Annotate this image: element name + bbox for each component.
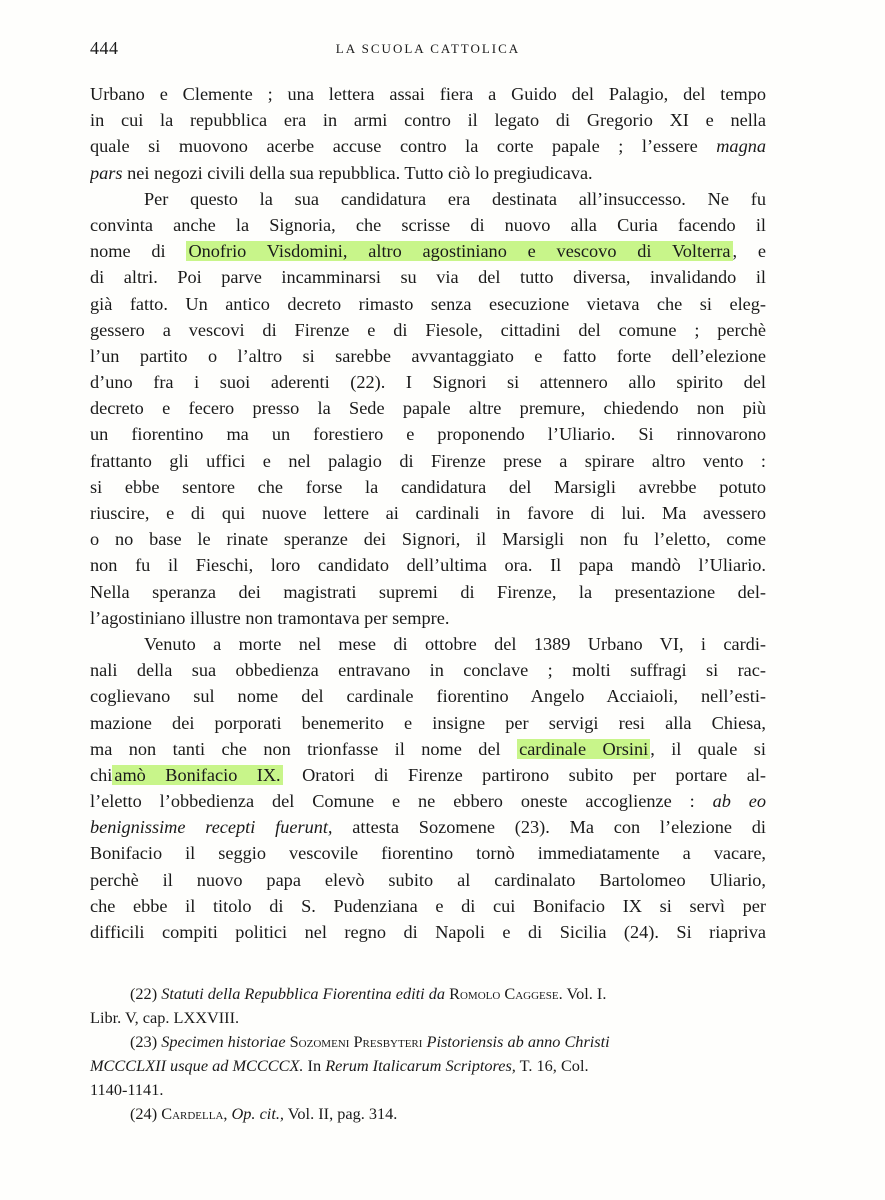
text-line: in cui la repubblica era in armi contro il legato di Gregorio XI e nella bbox=[90, 110, 766, 131]
footnote-23: (23) Specimen historiae Sozomeni Presbyteri Pistoriensis ab anno Christi MCCCLXII usque ad MCCCCX. In Rerum Italicarum Scriptores, T. 16, Col. 1140-1141. bbox=[90, 1032, 610, 1099]
text-line: difficili compiti politici nel regno di Napoli e di Sicilia (24). Si riapriva bbox=[90, 922, 766, 942]
text-line: d’uno fra i suoi aderenti (22). I Signori si attennero allo spirito del bbox=[90, 372, 766, 393]
text-line: di altri. Poi parve incamminarsi su via del tutto diversa, invalidando il bbox=[90, 267, 766, 288]
text-line: ma non tanti che non trionfasse il nome del cardinale Orsini , il quale si bbox=[90, 738, 766, 759]
text-line: perchè il nuovo papa elevò subito al cardinalato Bartolomeo Uliario, bbox=[90, 869, 766, 890]
text-line: che ebbe il titolo di S. Pudenziana e di cui Bonifacio IX si servì per bbox=[90, 895, 766, 916]
footnotes bbox=[90, 982, 766, 1126]
text-line: l’agostiniano illustre non tramontava per sempre. bbox=[90, 607, 450, 628]
text-line: l’eletto l’obbedienza del Comune e ne ebbero oneste accoglienze : ab eo bbox=[90, 791, 766, 812]
text-line: benignissime recepti fuerunt, attesta Sozomene (23). Ma con l’elezione di bbox=[90, 817, 766, 838]
text-line: mazione dei porporati benemerito e insigne per servigi resi alla Chiesa, bbox=[90, 712, 766, 733]
highlight-onofrio-visdomini: Onofrio Visdomini, altro agostiniano e vescovo di Volterra bbox=[188, 241, 731, 262]
body-text bbox=[90, 81, 766, 945]
text-line: non fu il Fieschi, loro candidato dell’ultima ora. Il papa mandò l’Uliario. bbox=[90, 555, 766, 576]
text-line: chi amò Bonifacio IX. Oratori di Firenze partirono subito per portare al- bbox=[90, 764, 766, 785]
page-number: 444 bbox=[90, 38, 119, 58]
text-line: o no base le rinate speranze dei Signori, il Marsigli non fu l’eletto, come bbox=[90, 529, 766, 550]
text-line: convinta anche la Signoria, che scrisse di nuovo alla Curia facendo il bbox=[90, 214, 766, 235]
text-line: Bonifacio il seggio vescovile fiorentino tornò immediatamente a vacare, bbox=[90, 843, 766, 864]
text-line: Urbano e Clemente ; una lettera assai fiera a Guido del Palagio, del tempo bbox=[90, 84, 766, 104]
running-title: LA SCUOLA CATTOLICA bbox=[335, 41, 521, 56]
text-line: riuscire, e di qui nuove lettere ai cardinali in favore di lui. Ma avessero bbox=[90, 503, 766, 523]
text-line: Venuto a morte nel mese di ottobre del 1389 Urbano VI, i cardi- bbox=[144, 633, 766, 654]
footnote-24: (24) Cardella, Op. cit., Vol. II, pag. 314. bbox=[130, 1104, 398, 1123]
text-line: frattanto gli uffici e nel palagio di Firenze prese a spirare altro vento : bbox=[90, 450, 766, 471]
text-line: l’un partito o l’altro si sarebbe avvantaggiato e fatto forte dell’elezione bbox=[90, 345, 766, 366]
text-line: decreto e fecero presso la Sede papale altre premure, chiedendo non più bbox=[90, 398, 766, 419]
highlight-cardinale-orsini: cardinale Orsini bbox=[519, 738, 649, 759]
text-line: pars nei negozi civili della sua repubblica. Tutto ciò lo pregiudicava. bbox=[90, 162, 593, 183]
text-line: nome di Onofrio Visdomini, altro agostiniano e vescovo di Volterra , e bbox=[90, 241, 766, 262]
text-line: quale si muovono acerbe accuse contro la corte papale ; l’essere magna bbox=[90, 136, 766, 157]
page-header bbox=[90, 38, 766, 62]
text-line: Per questo la sua candidatura era destinata all’insuccesso. Ne fu bbox=[144, 188, 766, 209]
text-line: coglievano sul nome del cardinale fiorentino Angelo Acciaioli, nell’esti- bbox=[90, 686, 766, 707]
footnote-22: (22) Statuti della Repubblica Fiorentina editi da Romolo Caggese. Vol. I. Libr. V, cap. LXXVIII. bbox=[90, 984, 607, 1027]
text-line: gessero a vescovi di Firenze e di Fiesole, cittadini del comune ; perchè bbox=[90, 319, 766, 340]
text-line: Nella speranza dei magistrati supremi di Firenze, la presentazione del- bbox=[90, 581, 766, 602]
text-line: un fiorentino ma un forestiero e proponendo l’Uliario. Si rinnovarono bbox=[90, 424, 766, 445]
highlight-bonifacio-ix: amò Bonifacio IX. bbox=[114, 764, 281, 785]
text-line: si ebbe sentore che forse la candidatura del Marsigli avrebbe potuto bbox=[90, 476, 766, 497]
text-line: già fatto. Un antico decreto rimasto senza esecuzione vietava che si eleg- bbox=[90, 293, 766, 314]
text-line: nali della sua obbedienza entravano in conclave ; molti suffragi si rac- bbox=[90, 660, 766, 681]
